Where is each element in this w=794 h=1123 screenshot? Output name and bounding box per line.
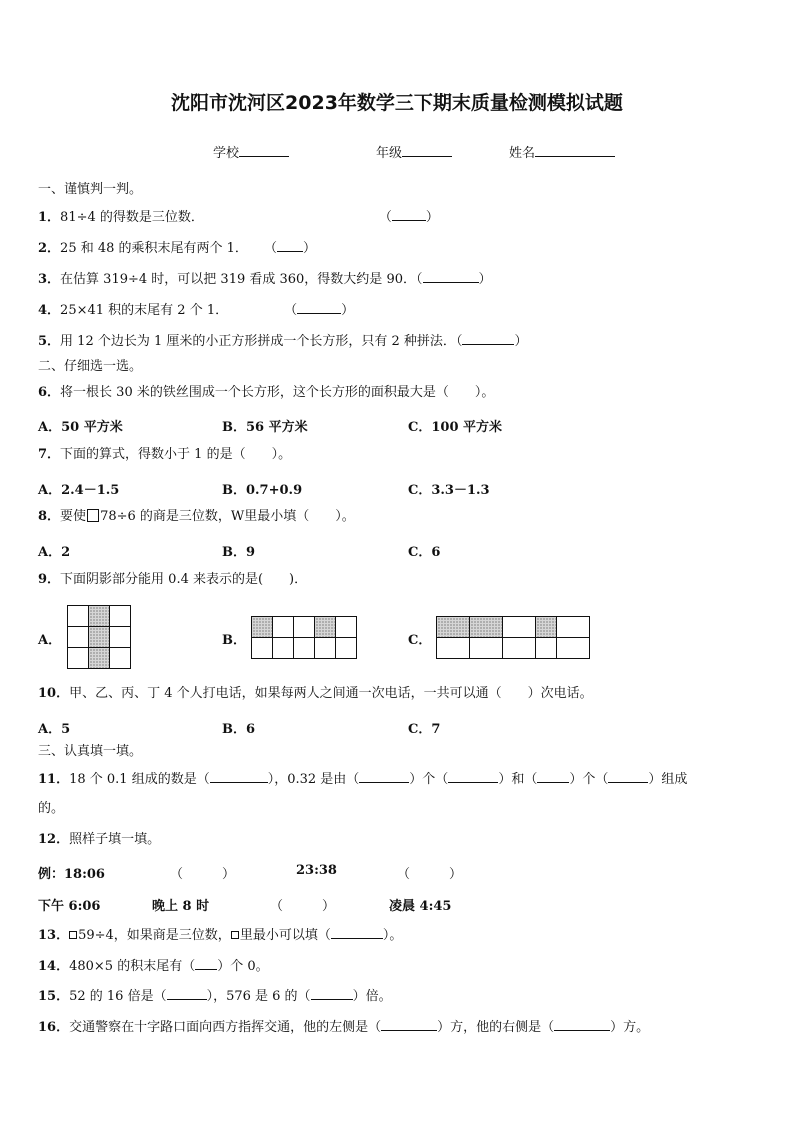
section-heading: 一、谨慎判一判。 <box>38 182 143 197</box>
time-value: 23:38 <box>296 863 337 878</box>
grid-figure-c <box>436 616 590 659</box>
question-5: 5．用 12 个边长为 1 厘米的小正方形拼成一个长方形，只有 2 种拼法．（ ） <box>38 334 528 349</box>
answer-blank[interactable] <box>537 770 569 783</box>
empty-box-icon <box>69 931 77 939</box>
example-time: 例：18:06 <box>38 867 105 882</box>
answer-blank[interactable]: （ ） <box>270 899 336 914</box>
school-field[interactable]: 学校 <box>213 142 289 161</box>
question-12: 12．照样子填一填。 <box>38 832 161 847</box>
question-11-continued: 的。 <box>38 801 65 816</box>
answer-blank[interactable] <box>359 770 409 783</box>
answer-blank[interactable] <box>277 239 303 252</box>
question-15: 15．52 的 16 倍是（ ），576 是 6 的（ ）倍。 <box>38 989 392 1004</box>
option-a[interactable]: A．5 <box>38 722 71 737</box>
option-c[interactable]: C．7 <box>408 722 441 737</box>
question-11: 11．18 个 0.1 组成的数是（ ），0.32 是由（ ）个（ ）和（ ）个（ ）组成 <box>38 772 688 787</box>
option-a[interactable]: A．50 平方米 <box>38 420 123 435</box>
question-4: 4．25×41 积的末尾有 2 个 1． （ ） <box>38 303 355 318</box>
option-c[interactable]: C．3.3－1.3 <box>408 483 490 498</box>
option-c[interactable]: C．6 <box>408 545 441 560</box>
answer-blank[interactable] <box>167 987 207 1000</box>
name-blank[interactable] <box>535 144 615 157</box>
question-13: 13． 59÷4，如果商是三位数， 里最小可以填（ ）。 <box>38 928 403 943</box>
answer-blank[interactable] <box>448 770 498 783</box>
question-16: 16．交通警察在十字路口面向西方指挥交通，他的左侧是（ ）方，他的右侧是（ ）方。 <box>38 1020 650 1035</box>
page-title: 沈阳市沈河区2023年数学三下期末质量检测模拟试题 <box>171 92 623 114</box>
question-9: 9．下面阴影部分能用 0.4 来表示的是( )． <box>38 572 308 587</box>
option-a[interactable]: A．2 <box>38 545 71 560</box>
grade-field[interactable]: 年级 <box>376 142 452 161</box>
option-c[interactable]: C．100 平方米 <box>408 420 503 435</box>
answer-blank[interactable] <box>392 208 426 221</box>
answer-blank[interactable]: （ ） <box>397 867 463 882</box>
answer-blank[interactable] <box>331 926 383 939</box>
option-a[interactable]: A． <box>38 633 62 648</box>
time-value: 凌晨 4:45 <box>389 899 452 914</box>
grade-blank[interactable] <box>402 144 452 157</box>
option-c[interactable]: C． <box>408 633 432 648</box>
answer-blank[interactable] <box>311 987 353 1000</box>
question-6: 6．将一根长 30 米的铁丝围成一个长方形，这个长方形的面积最大是（ ）。 <box>38 385 495 400</box>
option-b[interactable]: B．9 <box>222 545 256 560</box>
question-10: 10．甲、乙、丙、丁 4 个人打电话，如果每两人之间通一次电话，一共可以通（ ）次电话。 <box>38 686 593 701</box>
question-14: 14．480×5 的积末尾有（ ）个 0。 <box>38 959 269 974</box>
question-1: 1．81÷4 的得数是三位数． （ ） <box>38 210 439 225</box>
answer-blank[interactable] <box>554 1018 610 1031</box>
question-2: 2．25 和 48 的乘积末尾有两个 1． （ ） <box>38 241 316 256</box>
question-3: 3．在估算 319÷4 时，可以把 319 看成 360，得数大约是 90．（ ） <box>38 272 492 287</box>
option-b[interactable]: B．56 平方米 <box>222 420 308 435</box>
answer-blank[interactable] <box>297 301 341 314</box>
answer-blank[interactable] <box>423 270 479 283</box>
school-blank[interactable] <box>239 144 289 157</box>
option-a[interactable]: A．2.4－1.5 <box>38 483 120 498</box>
time-value: 晚上 8 时 <box>152 899 210 914</box>
grid-figure-a <box>67 605 131 669</box>
answer-blank[interactable]: （ ） <box>170 867 236 882</box>
time-value: 下午 6:06 <box>38 899 101 914</box>
answer-blank[interactable] <box>195 957 217 970</box>
answer-blank[interactable] <box>210 770 268 783</box>
empty-box-icon <box>231 931 239 939</box>
section-heading: 三、认真填一填。 <box>38 744 143 759</box>
question-7: 7．下面的算式，得数小于 1 的是（ ）。 <box>38 447 292 462</box>
empty-box-icon <box>87 509 99 522</box>
answer-blank[interactable] <box>462 332 514 345</box>
option-b[interactable]: B．6 <box>222 722 256 737</box>
name-field[interactable]: 姓名 <box>509 142 615 161</box>
question-8: 8．要使 78÷6 的商是三位数，W里最小填（ ）。 <box>38 509 355 524</box>
answer-blank[interactable] <box>608 770 648 783</box>
option-b[interactable]: B．0.7+0.9 <box>222 483 303 498</box>
grid-figure-b <box>251 616 357 659</box>
section-heading: 二、仔细选一选。 <box>38 359 143 374</box>
option-b[interactable]: B． <box>222 633 246 648</box>
answer-blank[interactable] <box>381 1018 437 1031</box>
